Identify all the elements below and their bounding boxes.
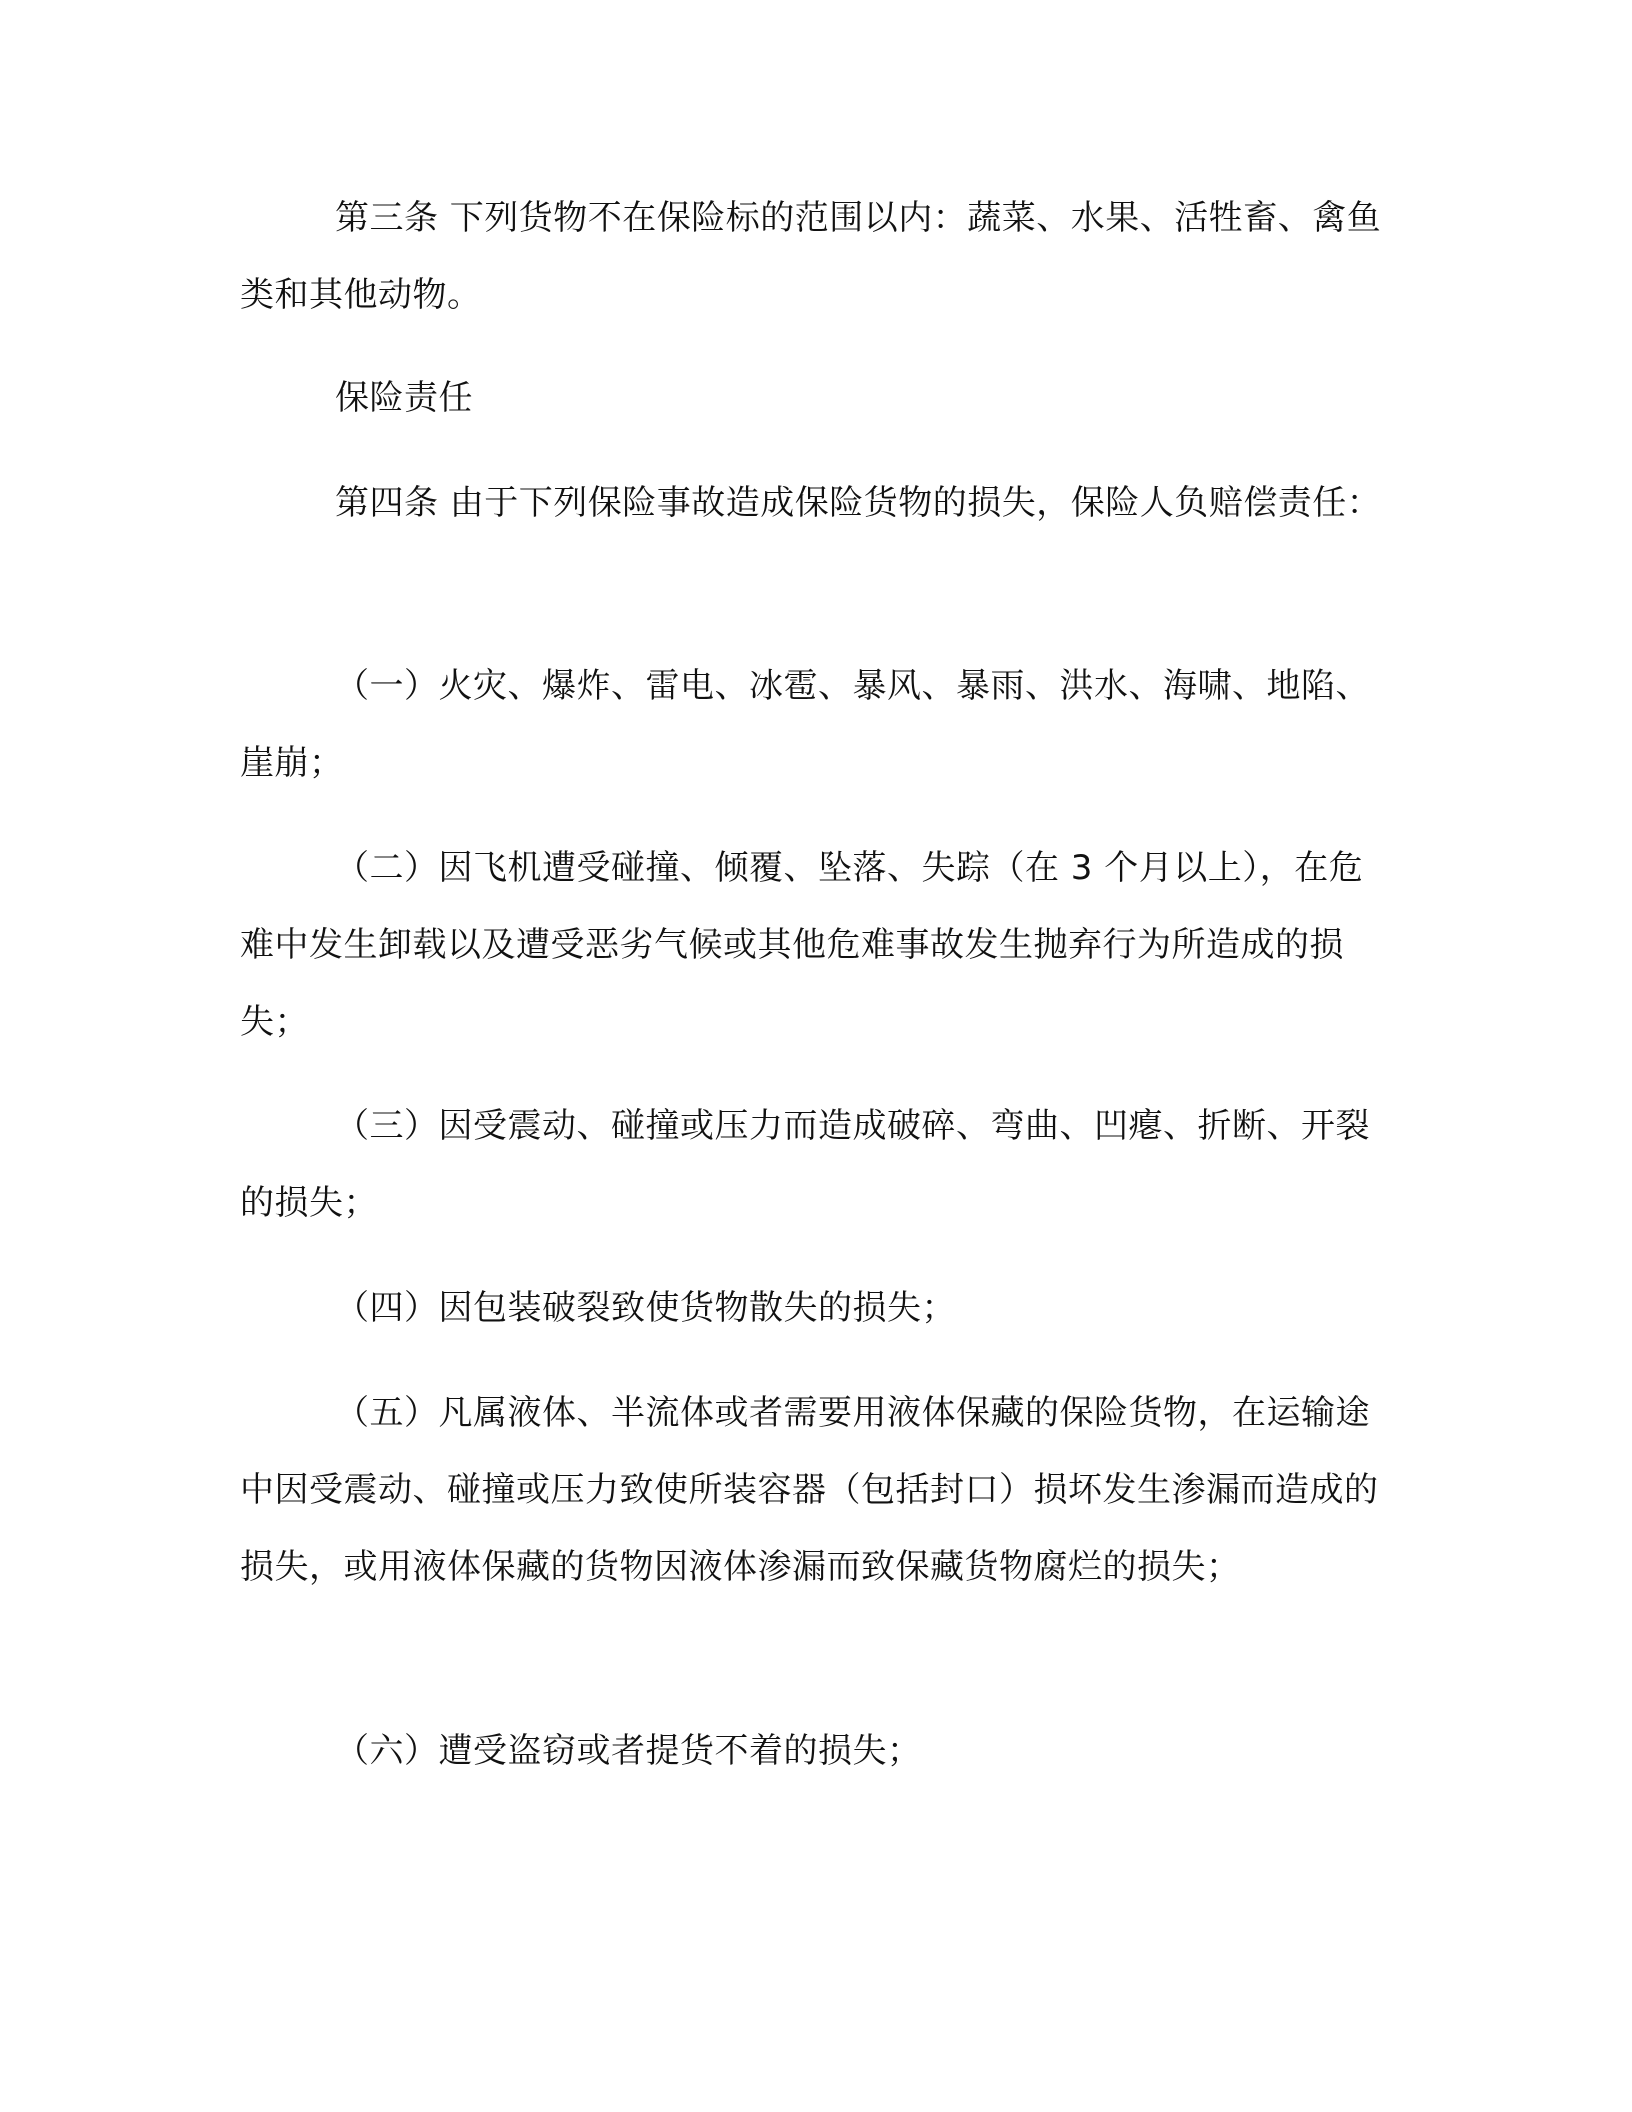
section-heading-insurance-liability: 保险责任 xyxy=(335,378,473,418)
clause-1-paragraph: （一）火灾、爆炸、雷电、冰雹、暴风、暴雨、洪水、海啸、地陷、崖崩； xyxy=(240,666,1370,783)
clause-3-paragraph: （三）因受震动、碰撞或压力而造成破碎、弯曲、凹瘪、折断、开裂的损失； xyxy=(240,1106,1370,1223)
article-3-paragraph: 第三条 下列货物不在保险标的范围以内：蔬菜、水果、活牲畜、禽鱼类和其他动物。 xyxy=(240,198,1382,315)
article-4-paragraph: 第四条 由于下列保险事故造成保险货物的损失，保险人负赔偿责任： xyxy=(335,483,1382,523)
clause-4-paragraph: （四）因包装破裂致使货物散失的损失； xyxy=(335,1288,956,1328)
clause-6-paragraph: （六）遭受盗窃或者提货不着的损失； xyxy=(335,1731,922,1771)
clause-5-paragraph: （五）凡属液体、半流体或者需要用液体保藏的保险货物，在运输途中因受震动、碰撞或压力致使所装容器（包括封口）损坏发生渗漏而造成的损失，或用液体保藏的货物因液体渗漏而致保藏货物腐烂的损失； xyxy=(240,1393,1379,1587)
clause-2-paragraph: （二）因飞机遭受碰撞、倾覆、坠落、失踪（在 3 个月以上），在危难中发生卸载以及遭受恶劣气候或其他危难事故发生抛弃行为所造成的损失； xyxy=(240,848,1364,1042)
